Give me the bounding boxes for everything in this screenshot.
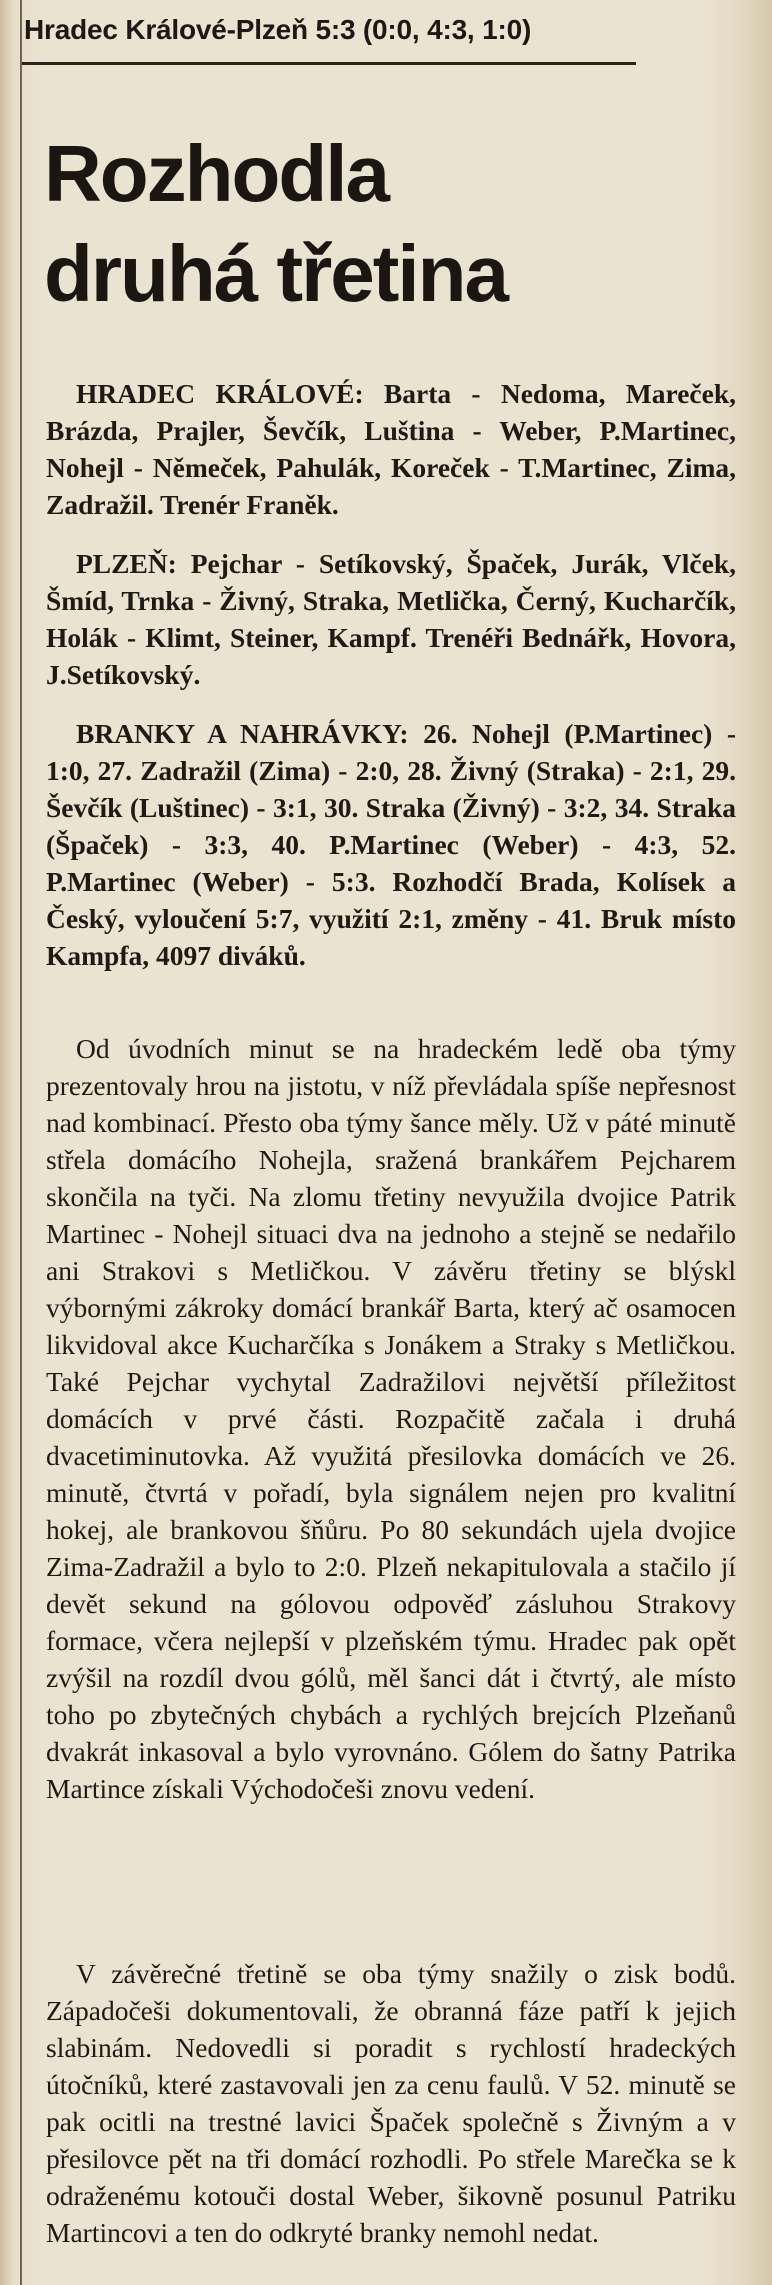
paragraph-1-text: Od úvodních minut se na hradeckém ledě oba týmy prezentovaly hrou na jistotu, v níž převládala spíše nepřesnost nad kombinací. Přesto oba týmy šance měly. Už v páté minutě střela domácího Nohejla, sražená brankářem Pejcharem skončila na tyči. Na zlomu třetiny nevyužila dvojice Patrik Martinec - Nohejl situaci dva na jednoho a stejně se nedařilo ani Strakovi s Metličkou. V závěru třetiny se blýskl výbornými zákroky domácí brankář Barta, který ač osamocen likvidoval akce Kucharčíka s Jonákem a Straky s Metličkou. Také Pejchar vychytal Zadražilovi největší příležitost domácích v prvé části. Rozpačitě začala i druhá dvacetiminutovka. Až využitá přesilovka domácích ve 26. minutě, čtvrtá v pořadí, byla signálem nejen pro kvalitní hokej, ale brankovou šňůru. Po 80 sekundách ujela dvojice Zima-Zadražil a bylo to 2:0. Plzeň nekapitulovala a stačilo jí devět sekund na gólovou odpověď zásluhou Strakovy formace, včera nejlepší v plzeňském týmu. Hradec pak opět zvýšil na rozdíl dvou gólů, měl šanci dát i čtvrtý, ale místo toho po zbytečných chybách a rychlých brejcích Plzeňanů dvakrát inkasoval a bylo vyrovnáno. Gólem do šatny Patrika Martince získali Východočeši znovu vedení. (46, 1033, 736, 1804)
headline-line-1: Rozhodla (44, 129, 388, 218)
article-paragraph-2 (46, 1955, 736, 2251)
lineup-hradec (46, 375, 736, 523)
lineup-plzen-text: PLZEŇ: Pejchar - Setíkovský, Špaček, Jurák, Vlček, Šmíd, Trnka - Živný, Straka, Metlička, Černý, Kucharčík, Holák - Klimt, Steiner, Kampf. Trenéři Bednářk, Hovora, J.Setíkovský. (46, 548, 736, 690)
lineup-hradec-text: HRADEC KRÁLOVÉ: Barta - Nedoma, Mareček, Brázda, Prajler, Ševčík, Luština - Weber, P.Martinec, Nohejl - Němeček, Pahulák, Koreček - T.Martinec, Zima, Zadražil. Trenér Franěk. (46, 378, 736, 520)
article-headline (44, 124, 507, 324)
headline-line-2: druhá třetina (44, 229, 507, 318)
goals-text: BRANKY A NAHRÁVKY: 26. Nohejl (P.Martinec) - 1:0, 27. Zadražil (Zima) - 2:0, 28. Živný (Straka) - 2:1, 29. Ševčík (Luštinec) - 3:1, 30. Straka (Živný) - 3:2, 34. Straka (Špaček) - 3:3, 40. P.Martinec (Weber) - 4:3, 52. P.Martinec (Weber) - 5:3. Rozhodčí Brada, Kolísek a Český, vyloučení 5:7, využití 2:1, změny - 41. Bruk místo Kampfa, 4097 diváků. (46, 718, 736, 971)
lineup-plzen (46, 545, 736, 693)
article-paragraph-1 (46, 1030, 736, 1807)
paragraph-2-text: V závěrečné třetině se oba týmy snažily o zisk bodů. Západočeši dokumentovali, že obranná fáze patří k jejich slabinám. Nedovedli si poradit s rychlostí hradeckých útočníků, které zastavovali jen za cenu faulů. V 52. minutě se pak ocitli na trestné lavici Špaček společně s Živným a v přesilovce pět na tři domácí rozhodli. Po střele Marečka se k odraženému kotouči dostal Weber, šikovně posunul Patriku Martincovi a ten do odkryté branky nemohl nedat. (46, 1958, 736, 2248)
match-result-kicker: Hradec Králové-Plzeň 5:3 (0:0, 4:3, 1:0) (24, 14, 532, 45)
kicker-underline (22, 62, 636, 65)
goals-and-assists (46, 715, 736, 974)
